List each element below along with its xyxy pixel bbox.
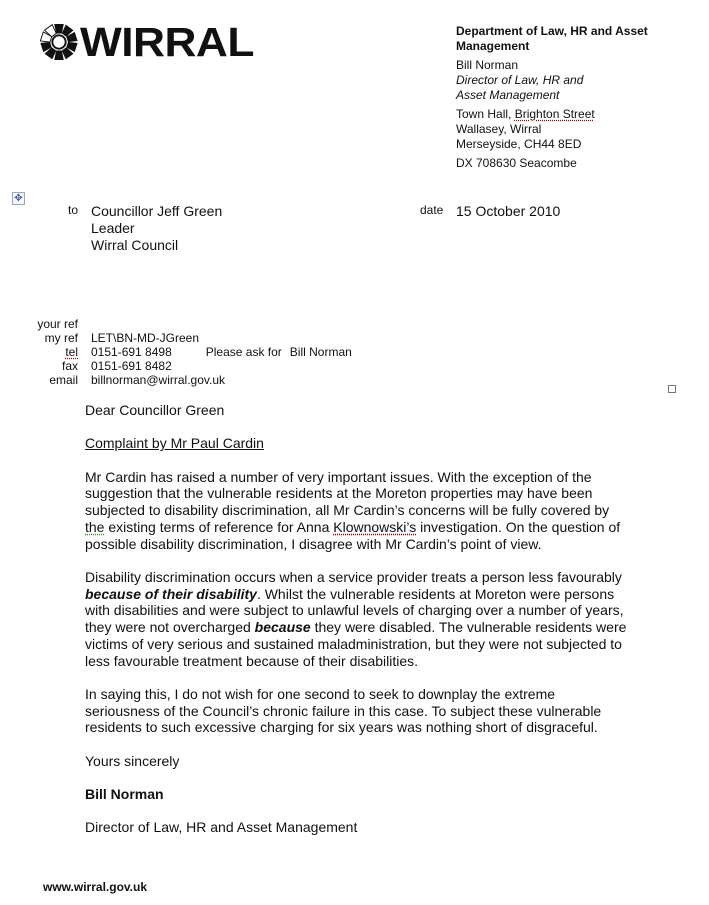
signatory-name: Bill Norman [85,786,164,803]
wirral-starburst-logo-icon [40,23,78,61]
p1-text-c: investigation. On the question of possible disability discrimination, I disagree with Mr Cardin’s point of view. [85,518,621,552]
paragraph-2 [85,569,630,669]
p1-investigator-name: Klownowski’s [333,518,417,535]
dx-number: DX 708630 Seacombe [456,156,577,170]
tel-value: 0151-691 8498 [91,345,172,359]
email-value[interactable]: billnorman@wirral.gov.uk [91,373,226,387]
resize-square-icon[interactable] [668,385,676,393]
fax-row [30,359,352,373]
footer-website[interactable]: www.wirral.gov.uk [43,880,148,894]
p1-text-a: Mr Cardin has raised a number of very important issues. With the exception of the suggestion that the vulnerable residents at the Moreton properties may have been subjected to disability discrimination, all Mr Cardin’s concerns will be fully covered by [85,468,610,519]
p2-emphasis-2: because [254,619,311,636]
signatory-title: Director of Law, HR and Asset Management [85,819,358,836]
p2-emphasis-1: because of their disability [85,585,257,602]
letter-date: 15 October 2010 [456,203,561,219]
reference-block [30,317,352,387]
p2-text-a: Disability discrimination occurs when a service provider treats a person less favourably [85,568,622,585]
subject-line [85,435,630,452]
paragraph-3: In saying this, I do not wish for one second to seek to downplay the extreme seriousness of the Council’s chronic failure in this case. To subject these vulnerable residents to such excessive charging for six years was nothing short of disgraceful. [85,685,602,736]
street-name: Brighton Street [514,107,595,121]
subject-text: Complaint by Mr Paul Cardin [85,435,264,452]
salutation: Dear Councillor Green [85,402,225,418]
my-ref-row [30,331,352,345]
tel-label-wrap [30,345,78,359]
letter-body [85,402,630,853]
p1-text-b: existing terms of reference for Anna [104,518,334,535]
fax-label: fax [61,359,78,373]
email-label: email [49,373,78,387]
paragraph-1 [85,469,630,553]
sender-title-line2: Asset Management [456,88,560,102]
wirral-logo [40,18,254,65]
my-ref-value: LET\BN-MD-JGreen [91,331,200,345]
move-arrows-icon[interactable]: ✥ [12,192,25,205]
department-name: Department of Law, HR and Asset Management [456,24,648,53]
address-prefix: Town Hall, [456,107,515,121]
please-ask-name: Bill Norman [289,345,352,359]
p2-text-c: they were disabled. The vulnerable residents were victims of very serious and sustained maladministration, but they were not subjected to less favourable treatment because of their disabilities. [85,619,627,669]
date-label: date [420,203,444,217]
your-ref-label: your ref [37,317,78,331]
my-ref-label: my ref [44,331,78,345]
please-ask-label: Please ask for [205,345,282,359]
p2-text-b: . Whilst the vulnerable residents at Moreton were persons with disabilities and were subject to unlawful levels of charging over a number of years, they were not overcharged [85,585,624,636]
email-row [30,373,352,387]
sender-title-line1: Director of Law, HR and [456,73,584,87]
sender-address-block [456,24,696,171]
recipient-line1: Councillor Jeff Green [91,203,223,219]
recipient-line2: Leader [91,220,135,236]
tel-label: tel [65,345,78,359]
closing: Yours sincerely [85,752,180,769]
tel-row [30,345,352,359]
address-line2: Wallasey, Wirral [456,122,542,136]
recipient-block [91,203,222,254]
p1-the: the [85,518,105,535]
recipient-line3: Wirral Council [91,237,179,253]
brand-name: WIRRAL [80,18,254,65]
your-ref-row [30,317,352,331]
address-line1 [456,107,696,122]
address-line3: Merseyside, CH44 8ED [456,137,582,151]
to-label: to [68,203,79,217]
fax-value: 0151-691 8482 [91,359,172,373]
sender-name: Bill Norman [456,58,519,72]
